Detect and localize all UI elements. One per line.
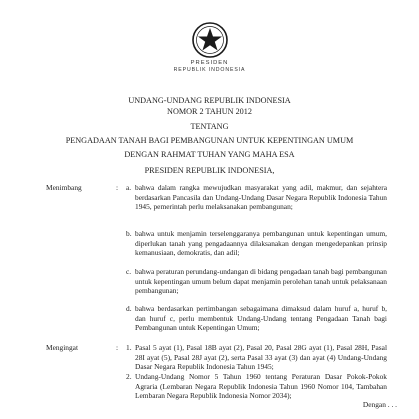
preamble-invocation: DENGAN RAHMAT TUHAN YANG MAHA ESA <box>124 150 295 159</box>
preamble-president: PRESIDEN REPUBLIK INDONESIA, <box>144 166 275 175</box>
menimbang-label: Menimbang <box>46 183 82 192</box>
law-subject: PENGADAAN TANAH BAGI PEMBANGUNAN UNTUK KEPENTINGAN UMUM <box>65 136 354 145</box>
header-republik-indonesia: REPUBLIK INDONESIA <box>173 67 246 73</box>
header-presiden: PRESIDEN <box>190 60 229 66</box>
menimbang-item-text: bahwa peraturan perundang-undangan di bidang pengadaan tanah bagi pembangunan untuk kepentingan umum belum dapat menjamin perolehan tanah untuk pelaksanaan pembangunan; <box>135 267 388 296</box>
menimbang-item-text: bahwa untuk menjamin terselenggaranya pembangunan untuk kepentingan umum, diperlukan tanah yang pengadaannya dilaksanakan dengan mengedepankan prinsip kemanusiaan, demokratis, dan adil; <box>135 229 387 258</box>
menimbang-item-letter: a. <box>126 183 132 192</box>
menimbang-item-letter: d. <box>126 304 132 313</box>
menimbang-item-letter: c. <box>126 267 132 276</box>
mengingat-item-text: Undang-Undang Nomor 5 Tahun 1960 tentang Peraturan Dasar Pokok-Pokok Agraria (Lembaran Negara Republik Indonesia Tahun 1960 Nomor 104, Tambahan Lembaran Negara Republik Indonesia Nomor 2034); <box>135 372 387 401</box>
mengingat-item-number: 2. <box>126 372 132 381</box>
mengingat-item-text: Pasal 5 ayat (1), Pasal 18B ayat (2), Pasal 20, Pasal 28G ayat (1), Pasal 28H, Pasal 28I ayat (5), Pasal 28J ayat (2), serta Pasal 33 ayat (3) dan ayat (4) Undang-Undang Dasar Negara Republik Indonesia Tahun 1945; <box>135 343 387 372</box>
garuda-star-emblem-icon <box>192 22 228 58</box>
mengingat-label: Mengingat <box>46 343 79 352</box>
mengingat-item-number: 1. <box>126 343 132 352</box>
menimbang-item-letter: b. <box>126 229 132 238</box>
menimbang-item-text: bahwa dalam rangka mewujudkan masyarakat yang adil, makmur, dan sejahtera berdasarkan Pancasila dan Undang-Undang Dasar Negara Republik Indonesia Tahun 1945, pemerintah perlu melaksanakan pembangunan; <box>135 183 387 212</box>
law-number: NOMOR 2 TAHUN 2012 <box>167 107 252 116</box>
menimbang-item-text: bahwa berdasarkan pertimbangan sebagaimana dimaksud dalam huruf a, huruf b, dan huruf c, perlu membentuk Undang-Undang tentang Pengadaan Tanah bagi Pembangunan untuk Kepentingan Umum; <box>135 304 387 333</box>
page-continuation: Dengan . . . <box>362 400 397 409</box>
law-title: UNDANG-UNDANG REPUBLIK INDONESIA <box>128 96 291 105</box>
menimbang-colon: : <box>116 183 119 192</box>
mengingat-colon: : <box>116 343 119 352</box>
tentang-heading: TENTANG <box>190 122 229 131</box>
